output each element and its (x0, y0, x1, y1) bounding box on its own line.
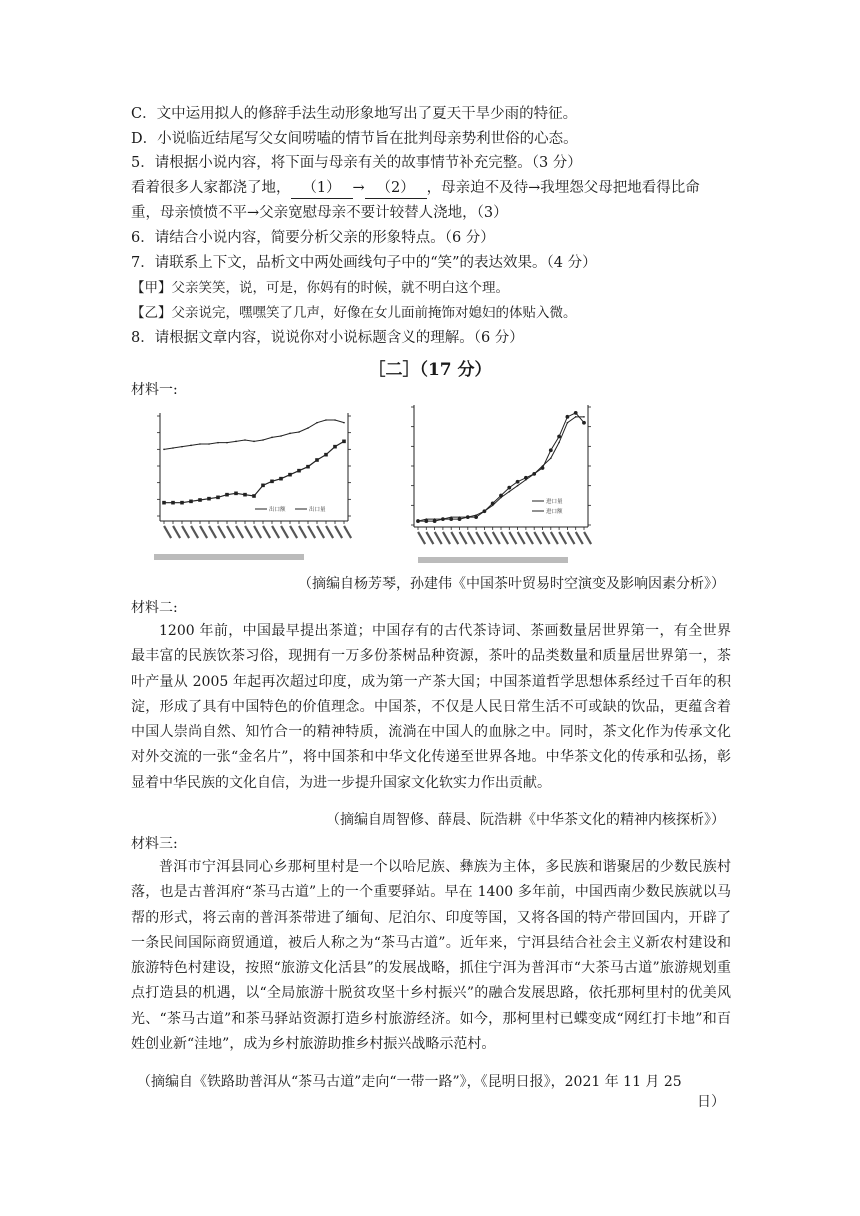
data-point (315, 458, 319, 462)
material-1-label: 材料一: (131, 382, 178, 398)
data-point (500, 497, 502, 499)
data-point (325, 419, 327, 421)
x-tick-label (235, 525, 244, 538)
x-tick-label (334, 525, 343, 538)
data-point (333, 445, 337, 449)
data-point (163, 449, 165, 451)
data-point (517, 485, 519, 487)
export-chart (150, 408, 365, 568)
x-tick-label (459, 531, 468, 544)
option-d: D．小说临近结尾写父女间唠嗑的情节旨在批判母亲势利世俗的心态。 (131, 131, 578, 147)
material-3-source: （摘编自《铁路助普洱从“茶马古道”走向“一带一路”》，《昆明日报》，2021 年 11 月 25 (137, 1074, 682, 1090)
data-point (198, 498, 202, 502)
material-2-label: 材料二: (131, 600, 178, 616)
x-tick-label (567, 531, 576, 544)
x-tick-label (492, 531, 501, 544)
x-tick-label (307, 525, 316, 538)
data-point (162, 501, 166, 505)
import-chart (400, 397, 600, 567)
x-tick-label (508, 531, 517, 544)
x-tick-label (226, 525, 235, 538)
legend-label: 进口额 (546, 509, 563, 515)
data-point (566, 415, 570, 419)
data-point (492, 505, 494, 507)
legend-label: 进口量 (546, 499, 563, 505)
x-tick-label (208, 525, 217, 538)
option-c: C．文中运用拟人的修辞手法生动形象地写出了夏天干旱少雨的特征。 (131, 106, 578, 122)
question-8: 8．请根据文章内容，说说你对小说标题含义的理解。（6 分） (131, 330, 524, 346)
data-point (271, 437, 273, 439)
x-tick-label (575, 531, 584, 544)
data-point (171, 501, 175, 505)
data-point (288, 473, 292, 477)
data-point (243, 493, 247, 497)
data-point (582, 421, 586, 425)
x-tick-label (343, 525, 352, 538)
x-tick-label (163, 525, 172, 538)
x-tick-label (425, 531, 434, 544)
x-tick-label (262, 525, 271, 538)
material-2-text: 1200 年前，中国最早提出茶道；中国存有的古代茶诗词、茶画数量居世界第一，有全世界最丰富的民族饮茶习俗，现拥有一万多份茶树品种资源，茶叶的品类数量和质量居世界第一，茶叶产量从 2005 年起再次超过印度，成为第一产茶大国；中国茶道哲学思想体系经过千百年的积淀，形成了具有中国特色的价值理念。中国茶，不仅是人民日常生活不可或缺的饮品，更蕴含着中国人崇尚自然、知竹合一的精神特质，流淌在中国人的血脉之中。同时，茶文化作为传承文化对外交流的一张“金名片”，将中国茶和中华文化传递至世界各地。中华茶文化的传承和弘扬，彰显着中华民族的文化自信，为进一步提升国家文化软实力作出贡献。 (131, 623, 731, 791)
data-point (426, 518, 428, 520)
data-point (542, 465, 544, 467)
material-1-source: （摘编自杨芳琴，孙建伟《中国茶叶贸易时空演变及影响因素分析》） (298, 576, 725, 592)
import-chart-svg (400, 397, 600, 567)
x-tick-label (484, 531, 493, 544)
q5-blank-1: （1） (291, 178, 353, 199)
data-point (442, 518, 444, 520)
x-tick-label (542, 531, 551, 544)
data-point (575, 416, 577, 418)
material-3-label: 材料三: (131, 836, 178, 852)
data-point (306, 465, 310, 469)
export-chart-svg (150, 408, 365, 568)
chart2-caption-block (418, 557, 568, 563)
x-tick-label (172, 525, 181, 538)
q5-arrow: → (352, 180, 365, 196)
data-point (475, 514, 477, 516)
x-tick-label (199, 525, 208, 538)
x-tick-label (475, 531, 484, 544)
x-tick-label (467, 531, 476, 544)
x-tick-label (450, 531, 459, 544)
legend-label: 出口量 (309, 507, 326, 513)
data-point (583, 416, 585, 418)
data-point (509, 491, 511, 493)
data-point (343, 422, 345, 424)
series-line-1 (164, 441, 344, 502)
data-point (316, 422, 318, 424)
data-point (467, 516, 469, 518)
data-point (324, 453, 328, 457)
question-5-line1 (131, 178, 700, 199)
x-tick-label (289, 525, 298, 538)
data-point (199, 443, 201, 445)
data-point (450, 516, 452, 518)
x-tick-label (525, 531, 534, 544)
data-point (342, 440, 346, 444)
x-tick-label (558, 531, 567, 544)
data-point (516, 480, 520, 484)
data-point (297, 469, 301, 473)
x-tick-label (316, 525, 325, 538)
data-point (549, 448, 553, 452)
x-tick-label (533, 531, 542, 544)
x-tick-label (550, 531, 559, 544)
data-point (289, 433, 291, 435)
data-point (434, 518, 436, 520)
data-point (253, 441, 255, 443)
legend-label: 出口额 (269, 507, 286, 513)
data-point (270, 480, 274, 484)
data-point (567, 422, 569, 424)
x-tick-label (434, 531, 443, 544)
material-3-text: 普洱市宁洱县同心乡那柯里村是一个以哈尼族、彝族为主体，多民族和谐聚居的少数民族村落，也是古普洱府“茶马古道”上的一个重要驿站。早在 1400 多年前，中国西南少数民族就以马帮的形式，将云南的普洱茶带进了缅甸、尼泊尔、印度等国，又将各国的特产带回国内，开辟了一条民间国际商贸通道，被后人称之为“茶马古道”。近年来，宁洱县结合社会主义新农村建设和旅游特色村建设，按照“旅游文化活县”的发展战略，抓住宁洱为普洱市“大茶马古道”旅游规划重点打造县的机遇，以“全局旅游十脱贫攻坚十乡村振兴”的融合发展思路，依托那柯里村的优美风光、“茶马古道”和茶马驿站资源打造乡村旅游经济。如今，那柯里村已蝶变成“网红打卡地”和百姓创业新“洼地”，成为乡村旅游助推乡村振兴战略示范村。 (131, 859, 731, 1053)
data-point (226, 442, 228, 444)
data-point (279, 477, 283, 481)
chart1-caption-block (154, 554, 304, 560)
x-tick-label (325, 525, 334, 538)
data-point (252, 494, 256, 498)
data-point (507, 486, 511, 490)
data-point (417, 520, 419, 522)
q5-blank-2: （2） (365, 178, 427, 199)
data-point (190, 445, 192, 447)
data-point (533, 473, 535, 475)
question-7-quote-b: 【乙】父亲说完，嘿嘿笑了几声，好像在女儿面前掩饰对媳妇的体贴入微。 (131, 305, 577, 321)
q5-text-post: ，母亲迫不及待→我埋怨父母把地看得比命 (426, 180, 700, 196)
material-2-source: （摘编自周智修、薛晨、阮浩耕《中华茶文化的精神内核探析》） (326, 812, 725, 828)
data-point (181, 446, 183, 448)
data-point (235, 441, 237, 443)
series-line-1 (418, 417, 584, 521)
data-point (207, 497, 211, 501)
data-point (459, 516, 461, 518)
x-tick-label (181, 525, 190, 538)
data-point (298, 431, 300, 433)
x-tick-label (298, 525, 307, 538)
data-point (557, 435, 561, 439)
section-title: ［二］（17 分） (368, 360, 492, 380)
data-point (334, 419, 336, 421)
question-7: 7．请联系上下文，品析文中两处画线句子中的“笑”的表达效果。（4 分） (131, 255, 597, 271)
data-point (225, 493, 229, 497)
x-tick-label (253, 525, 262, 538)
x-tick-label (280, 525, 289, 538)
material-3-source-cont: 日） (697, 1094, 725, 1110)
x-tick-label (271, 525, 280, 538)
question-6: 6．请结合小说内容，简要分析父亲的形象特点。（6 分） (131, 230, 495, 246)
data-point (172, 447, 174, 449)
x-tick-label (417, 531, 426, 544)
x-tick-label (500, 531, 509, 544)
data-point (550, 457, 552, 459)
data-point (217, 442, 219, 444)
x-tick-label (217, 525, 226, 538)
question-7-quote-a: 【甲】父亲笑笑，说，可是，你妈有的时候，就不明白这个理。 (131, 280, 509, 296)
data-point (234, 492, 238, 496)
data-point (261, 484, 265, 488)
data-point (189, 500, 193, 504)
x-tick-label (244, 525, 253, 538)
data-point (180, 501, 184, 505)
question-5-line2: 重，母亲愤愤不平→父亲宽慰母亲不要计较替人浇地，（3） (131, 205, 508, 221)
q5-text-pre: 看着很多人家都浇了地， (131, 180, 291, 196)
data-point (216, 496, 220, 500)
data-point (244, 439, 246, 441)
data-point (558, 442, 560, 444)
x-tick-label (442, 531, 451, 544)
data-point (574, 411, 578, 415)
x-tick-label (583, 531, 592, 544)
x-tick-label (190, 525, 199, 538)
data-point (208, 443, 210, 445)
data-point (484, 510, 486, 512)
data-point (307, 427, 309, 429)
data-point (525, 479, 527, 481)
data-point (262, 439, 264, 441)
x-tick-label (517, 531, 526, 544)
data-point (280, 435, 282, 437)
question-5: 5．请根据小说内容，将下面与母亲有关的故事情节补充完整。（3 分） (131, 155, 582, 171)
